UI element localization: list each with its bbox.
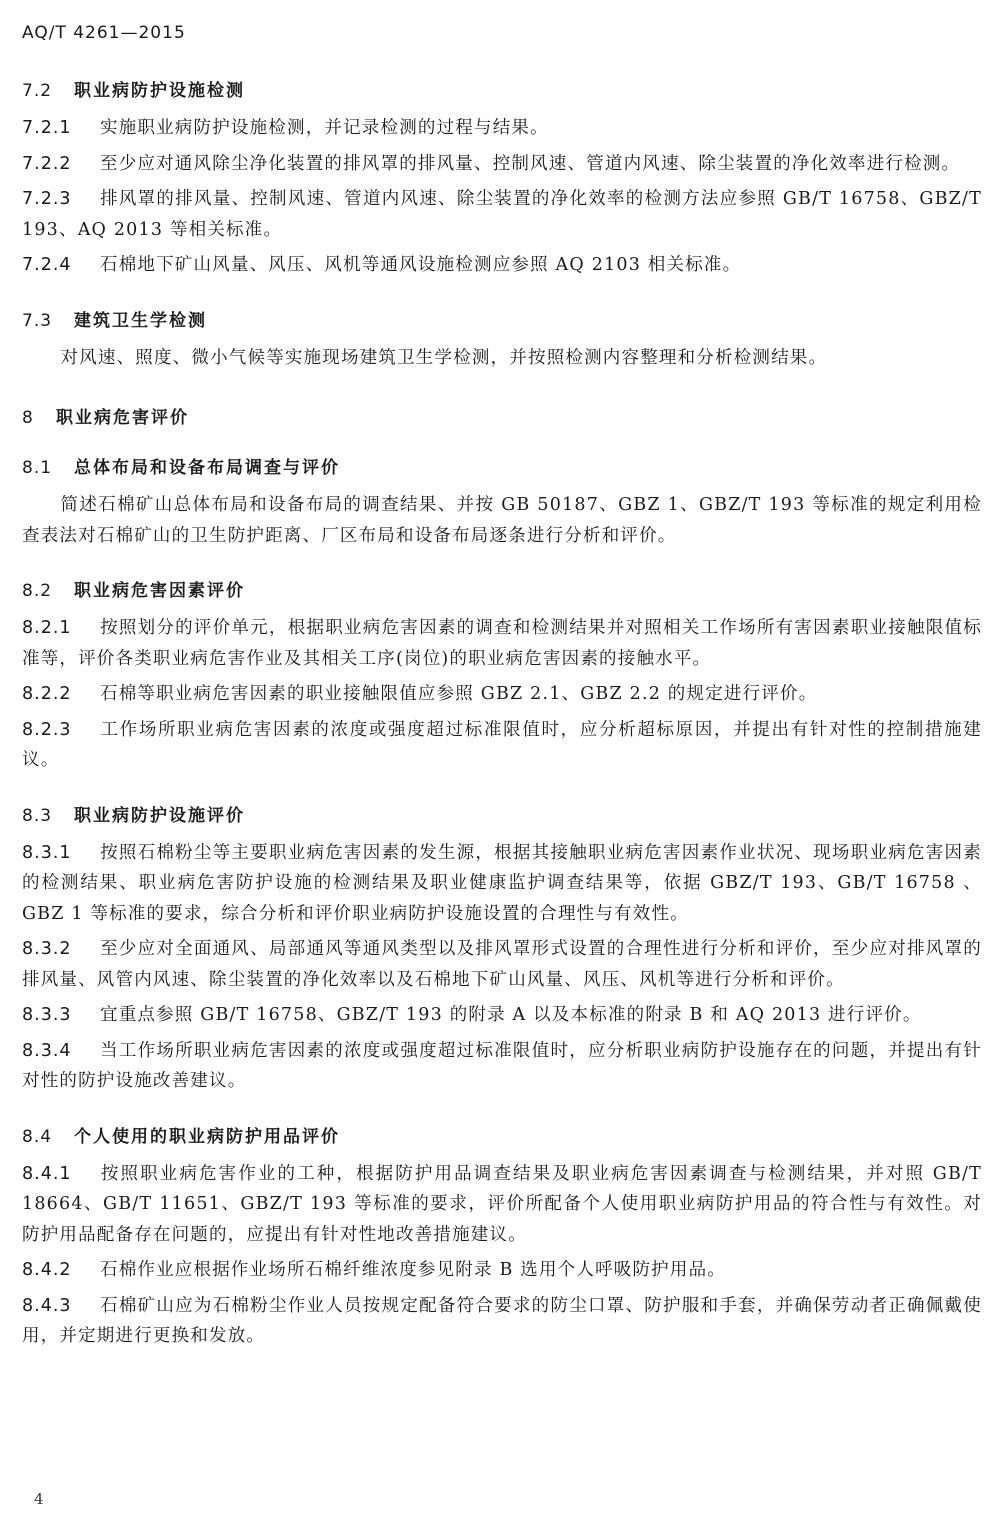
clause-text: 宜重点参照 GB/T 16758、GBZ/T 193 的附录 A 以及本标准的附录 B 和 AQ 2013 进行评价。 bbox=[100, 1005, 922, 1025]
clause-text: 至少应对全面通风、局部通风等通风类型以及排风罩形式设置的合理性进行分析和评价，至少应对排风罩的排风量、风管内风速、除尘装置的净化效率以及石棉地下矿山风量、风压、风机等进行分析和评价。 bbox=[22, 939, 982, 990]
section-number: 8.3 bbox=[22, 805, 53, 826]
section-title: 职业病危害评价 bbox=[56, 408, 189, 428]
clause-item bbox=[22, 1291, 982, 1352]
section-heading bbox=[22, 801, 982, 826]
clause-text: 按照职业病危害作业的工种，根据防护用品调查结果及职业病危害因素调查与检测结果，并对照 GB/T 18664、GB/T 11651、GBZ/T 193 等标准的要求，评价所配备个人使用职业病防护用品的符合性与有效性。对防护用品配备存在问题的，应提出有针对性地改善措施建议。 bbox=[22, 1163, 982, 1245]
clause-item bbox=[22, 1159, 982, 1251]
clause-item bbox=[22, 184, 982, 245]
clause-number: 8.4.1 bbox=[22, 1163, 72, 1184]
clause-text: 按照石棉粉尘等主要职业病危害因素的发生源，根据其接触职业病危害因素作业状况、现场职业病危害因素的检测结果、职业病危害防护设施的检测结果及职业健康监护调查结果等，依据 GBZ/T 193、GB/T 16758 、GBZ 1 等标准的要求，综合分析和评价职业病防护设施设置的合理性与有效性。 bbox=[22, 842, 982, 924]
clause-number: 8.4.3 bbox=[22, 1295, 72, 1316]
clause-text: 排风罩的排风量、控制风速、管道内风速、除尘装置的净化效率的检测方法应参照 GB/T 16758、GBZ/T 193、AQ 2013 等相关标准。 bbox=[22, 189, 982, 240]
clause-text: 石棉地下矿山风量、风压、风机等通风设施检测应参照 AQ 2103 相关标准。 bbox=[100, 255, 742, 275]
clause-number: 8.3.4 bbox=[22, 1040, 72, 1061]
section-title: 个人使用的职业病防护用品评价 bbox=[74, 1126, 340, 1147]
clause-number: 8.3.1 bbox=[22, 842, 72, 863]
page-number: 4 bbox=[34, 1490, 44, 1508]
clause-number: 7.2.3 bbox=[22, 189, 72, 209]
clause-text: 当工作场所职业病危害因素的浓度或强度超过标准限值时，应分析职业病防护设施存在的问题，并提出有针对性的防护设施改善建议。 bbox=[22, 1040, 982, 1091]
section-title: 职业病防护设施检测 bbox=[74, 81, 245, 101]
clause-text: 至少应对通风除尘净化装置的排风罩的排风量、控制风速、管道内风速、除尘装置的净化效率进行检测。 bbox=[100, 153, 961, 174]
clause-text: 石棉作业应根据作业场所石棉纤维浓度参见附录 B 选用个人呼吸防护用品。 bbox=[100, 1260, 726, 1280]
section-number: 8.4 bbox=[22, 1126, 53, 1147]
clause-item bbox=[22, 613, 982, 674]
section-number: 8.1 bbox=[22, 458, 53, 478]
clause-item bbox=[22, 1255, 982, 1286]
section-title: 职业病防护设施评价 bbox=[74, 805, 245, 826]
section-number: 7.3 bbox=[22, 310, 53, 331]
section-heading bbox=[22, 403, 982, 428]
clause-number: 8.3.2 bbox=[22, 939, 72, 959]
section-heading bbox=[22, 576, 982, 601]
clause-item bbox=[22, 838, 982, 930]
clause-number: 7.2.4 bbox=[22, 255, 72, 275]
section-number: 8.2 bbox=[22, 581, 53, 601]
section-number: 7.2 bbox=[22, 81, 53, 101]
section-heading bbox=[22, 306, 982, 331]
clause-item bbox=[22, 679, 982, 710]
clause-number: 8.4.2 bbox=[22, 1260, 72, 1280]
clause-text: 按照划分的评价单元，根据职业病危害因素的调查和检测结果并对照相关工作场所有害因素职业接触限值标准等，评价各类职业病危害作业及其相关工序(岗位)的职业病危害因素的接触水平。 bbox=[22, 618, 982, 669]
clause-number: 7.2.1 bbox=[22, 118, 72, 138]
document-page bbox=[22, 18, 982, 1352]
section-heading bbox=[22, 1122, 982, 1147]
clause-number: 8.3.3 bbox=[22, 1005, 72, 1025]
body-paragraph: 对风速、照度、微小气候等实施现场建筑卫生学检测，并按照检测内容整理和分析检测结果。 bbox=[60, 347, 828, 368]
clause-item bbox=[22, 149, 982, 180]
clause-item bbox=[22, 715, 982, 776]
section-title: 职业病危害因素评价 bbox=[74, 581, 245, 601]
body-paragraph: 简述石棉矿山总体布局和设备布局的调查结果、并按 GB 50187、GBZ 1、GBZ/T 193 等标准的规定利用检查表法对石棉矿山的卫生防护距离、厂区布局和设备布局逐条进行分析和评价。 bbox=[22, 495, 982, 546]
section-number: 8 bbox=[22, 408, 34, 428]
clause-number: 8.2.3 bbox=[22, 719, 72, 740]
clause-item bbox=[22, 113, 982, 144]
section-heading bbox=[22, 76, 982, 101]
section-heading bbox=[22, 453, 982, 478]
document-header-id: AQ/T 4261—2015 bbox=[22, 23, 186, 43]
clause-number: 8.2.1 bbox=[22, 618, 72, 638]
clause-item bbox=[22, 1000, 982, 1031]
clause-item bbox=[22, 934, 982, 995]
clause-item bbox=[22, 250, 982, 281]
section-title: 建筑卫生学检测 bbox=[74, 310, 207, 331]
clause-text: 实施职业病防护设施检测，并记录检测的过程与结果。 bbox=[100, 118, 549, 138]
clause-text: 石棉矿山应为石棉粉尘作业人员按规定配备符合要求的防尘口罩、防护服和手套，并确保劳动者正确佩戴使用，并定期进行更换和发放。 bbox=[22, 1295, 982, 1346]
clause-item bbox=[22, 1036, 982, 1097]
clause-number: 8.2.2 bbox=[22, 684, 72, 704]
clause-number: 7.2.2 bbox=[22, 153, 72, 174]
clause-text: 工作场所职业病危害因素的浓度或强度超过标准限值时，应分析超标原因，并提出有针对性的控制措施建议。 bbox=[22, 719, 982, 770]
clause-text: 石棉等职业病危害因素的职业接触限值应参照 GBZ 2.1、GBZ 2.2 的规定进行评价。 bbox=[100, 684, 818, 704]
document-body bbox=[22, 76, 982, 1352]
section-title: 总体布局和设备布局调查与评价 bbox=[74, 458, 340, 478]
